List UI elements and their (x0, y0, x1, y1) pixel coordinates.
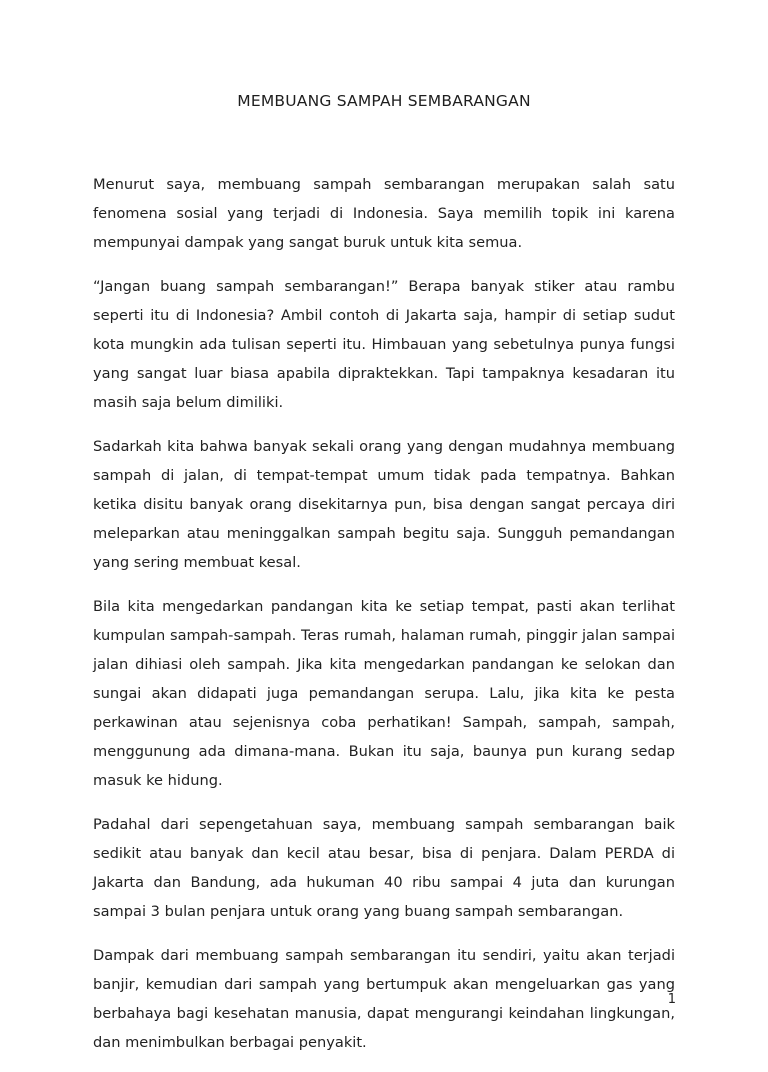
document-body (93, 170, 675, 1072)
page-number: 1 (667, 992, 676, 1007)
paragraph-4: Bila kita mengedarkan pandangan kita ke setiap tempat, pasti akan terlihat kumpulan sampah-sampah. Teras rumah, halaman rumah, pinggir jalan sampai jalan dihiasi oleh sampah. Jika kita mengedarkan pandangan ke selokan dan sungai akan didapati juga pemandangan serupa. Lalu, jika kita ke pesta perkawinan atau sejenisnya coba perhatikan! Sampah, sampah, sampah, menggunung ada dimana-mana. Bukan itu saja, baunya pun kurang sedap masuk ke hidung. (93, 598, 675, 789)
paragraph-3: Sadarkah kita bahwa banyak sekali orang yang dengan mudahnya membuang sampah di jalan, di tempat-tempat umum tidak pada tempatnya. Bahkan ketika disitu banyak orang disekitarnya pun, bisa dengan sangat percaya diri meleparkan atau meninggalkan sampah begitu saja. Sungguh pemandangan yang sering membuat kesal. (93, 438, 675, 571)
paragraph-5: Padahal dari sepengetahuan saya, membuang sampah sembarangan baik sedikit atau banyak dan kecil atau besar, bisa di penjara. Dalam PERDA di Jakarta dan Bandung, ada hukuman 40 ribu sampai 4 juta dan kurungan sampai 3 bulan penjara untuk orang yang buang sampah sembarangan. (93, 816, 675, 920)
paragraph-2: “Jangan buang sampah sembarangan!” Berapa banyak stiker atau rambu seperti itu di Indonesia? Ambil contoh di Jakarta saja, hampir di setiap sudut kota mungkin ada tulisan seperti itu. Himbauan yang sebetulnya punya fungsi yang sangat luar biasa apabila dipraktekkan. Tapi tampaknya kesadaran itu masih saja belum dimiliki. (93, 278, 675, 411)
paragraph-1: Menurut saya, membuang sampah sembarangan merupakan salah satu fenomena sosial yang terjadi di Indonesia. Saya memilih topik ini karena mempunyai dampak yang sangat buruk untuk kita semua. (93, 176, 675, 251)
paragraph-6: Dampak dari membuang sampah sembarangan itu sendiri, yaitu akan terjadi banjir, kemudian dari sampah yang bertumpuk akan mengeluarkan gas yang berbahaya bagi kesehatan manusia, dapat mengurangi keindahan lingkungan, dan menimbulkan berbagai penyakit. (93, 947, 675, 1051)
document-title: MEMBUANG SAMPAH SEMBARANGAN (237, 92, 531, 110)
